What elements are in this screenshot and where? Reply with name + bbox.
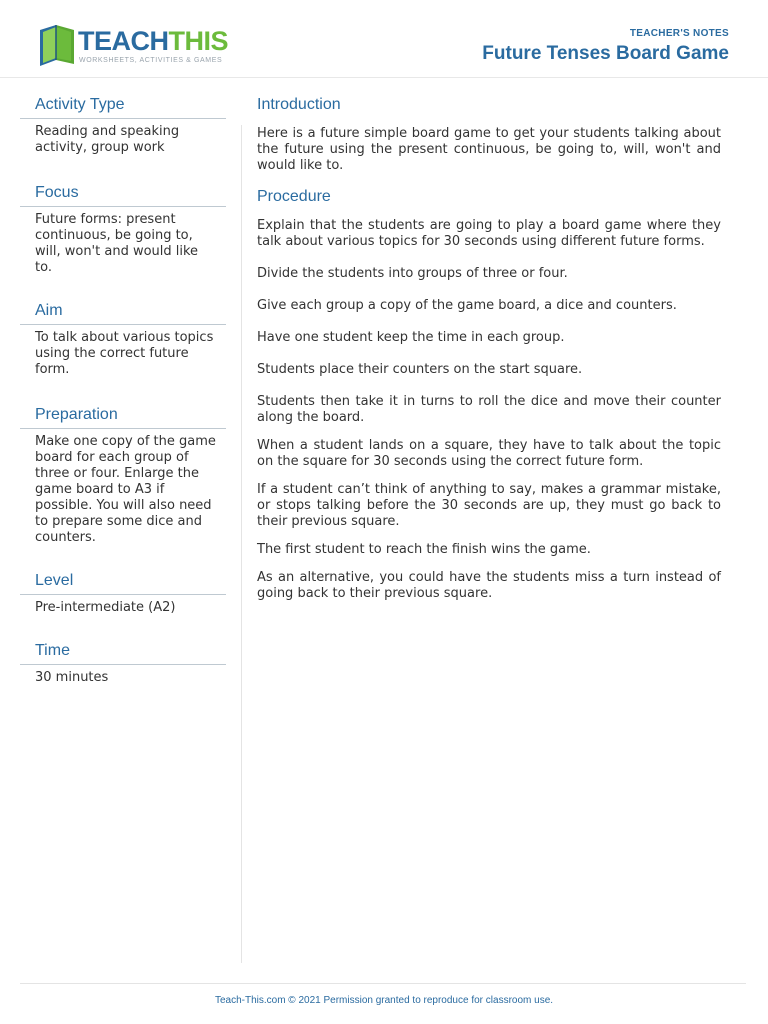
procedure-step: Have one student keep the time in each group.	[257, 330, 565, 345]
logo-tagline: WORKSHEETS, ACTIVITIES & GAMES	[79, 57, 223, 64]
sidebar-section-activity-type	[20, 94, 226, 182]
sidebar-heading: Time	[20, 640, 226, 665]
procedure-step: If a student can’t think of anything to say, makes a grammar mistake, or stops talking before the 30 seconds are up, they must go back to their previous square.	[257, 482, 721, 529]
sidebar-section-preparation	[20, 404, 226, 570]
sidebar-body: Future forms: present continuous, be going to, will, won't and would like to.	[35, 212, 199, 275]
footer-divider	[20, 983, 746, 984]
teach-this-logo	[36, 22, 236, 70]
sidebar-body: Reading and speaking activity, group work	[35, 124, 180, 155]
column-divider	[241, 125, 242, 963]
sidebar-heading: Aim	[20, 300, 226, 325]
sidebar-heading: Preparation	[20, 404, 226, 429]
procedure-step: As an alternative, you could have the students miss a turn instead of going back to their previous square.	[257, 570, 721, 601]
sidebar-heading: Level	[20, 570, 226, 595]
sidebar-body: 30 minutes	[35, 670, 109, 685]
footer-copyright: Teach-This.com © 2021 Permission granted to reproduce for classroom use.	[214, 995, 554, 1006]
introduction-text: Here is a future simple board game to get your students talking about the future using the present continuous, be going to, will, won't and would like to.	[257, 126, 721, 173]
procedure-step: Students then take it in turns to roll the dice and move their counter along the board.	[257, 394, 721, 425]
green-book-icon	[36, 22, 76, 68]
sidebar-body: Make one copy of the game board for each group of three or four. Enlarge the game board to A3 if possible. You will also need to prepare some dice and counters.	[35, 434, 216, 545]
procedure-step: Give each group a copy of the game board, a dice and counters.	[257, 298, 677, 313]
procedure-step: When a student lands on a square, they have to talk about the topic on the square for 30 seconds using the correct future form.	[257, 438, 721, 469]
document-title: Future Tenses Board Game	[482, 43, 729, 64]
procedure-step: Divide the students into groups of three or four.	[257, 266, 568, 281]
procedure-step: The first student to reach the finish wins the game.	[257, 542, 591, 557]
document-label: TEACHER'S NOTES	[629, 28, 729, 39]
logo-word-teach: TEACH	[78, 26, 169, 56]
page-header	[0, 0, 768, 78]
sidebar-section-aim	[20, 300, 226, 404]
sidebar	[20, 94, 226, 700]
logo-word-this: THIS	[168, 26, 229, 56]
sidebar-section-focus	[20, 182, 226, 300]
sidebar-body: Pre-intermediate (A2)	[35, 600, 176, 615]
sidebar-body: To talk about various topics using the correct future form.	[35, 330, 214, 377]
sidebar-heading: Activity Type	[20, 94, 226, 119]
main-content	[257, 94, 721, 602]
introduction-heading: Introduction	[257, 96, 341, 113]
procedure-step: Students place their counters on the start square.	[257, 362, 583, 377]
procedure-heading: Procedure	[257, 188, 331, 205]
sidebar-section-level	[20, 570, 226, 640]
logo-wordmark	[78, 26, 228, 56]
sidebar-section-time	[20, 640, 226, 700]
sidebar-heading: Focus	[20, 182, 226, 207]
procedure-step: Explain that the students are going to play a board game where they talk about various topics for 30 seconds using different future forms.	[257, 218, 721, 249]
